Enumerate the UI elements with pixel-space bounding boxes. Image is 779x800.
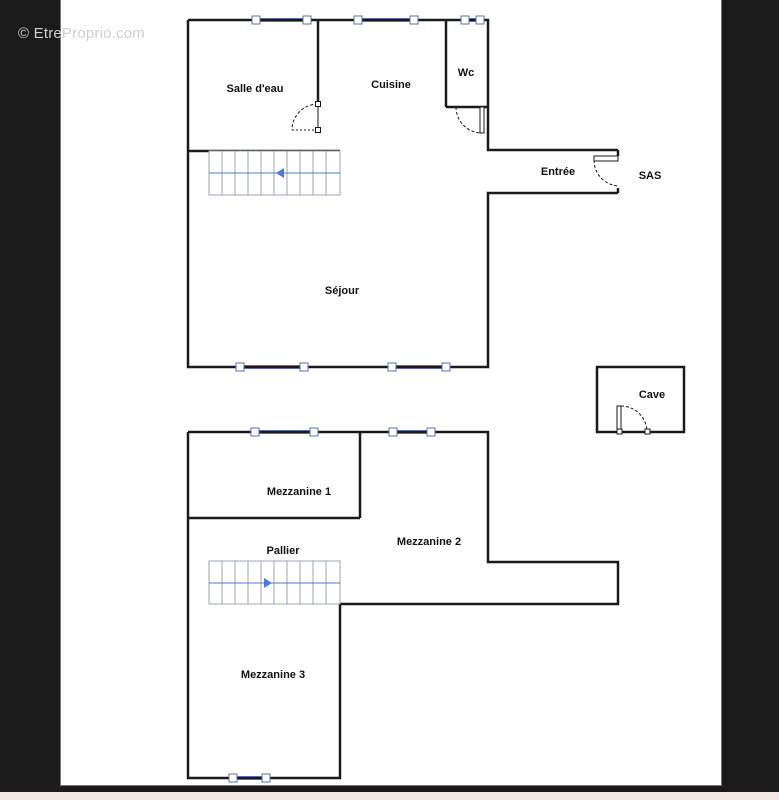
room-label-wc: Wc [457, 67, 475, 79]
windows [229, 16, 484, 782]
upper-floor-walls [188, 432, 618, 778]
staircase-upper [209, 561, 340, 604]
room-label-entree: Entrée [540, 166, 576, 178]
door-sas [594, 156, 618, 186]
room-label-sejour: Séjour [324, 285, 360, 297]
door-cave [617, 406, 650, 434]
room-label-mezzanine-1: Mezzanine 1 [266, 486, 332, 498]
room-label-cuisine: Cuisine [371, 79, 411, 91]
room-label-salle-deau: Salle d'eau [226, 83, 284, 95]
watermark: © EtreProprio.com [18, 25, 145, 42]
room-label-cave: Cave [638, 389, 666, 401]
staircase-ground [209, 151, 340, 195]
room-label-mezzanine-2: Mezzanine 2 [396, 536, 462, 548]
room-label-sas: SAS [638, 170, 662, 182]
door-wc [456, 107, 484, 133]
room-label-pallier: Pallier [266, 545, 300, 557]
room-label-mezzanine-3: Mezzanine 3 [240, 669, 306, 681]
door-salle-deau [292, 102, 321, 133]
